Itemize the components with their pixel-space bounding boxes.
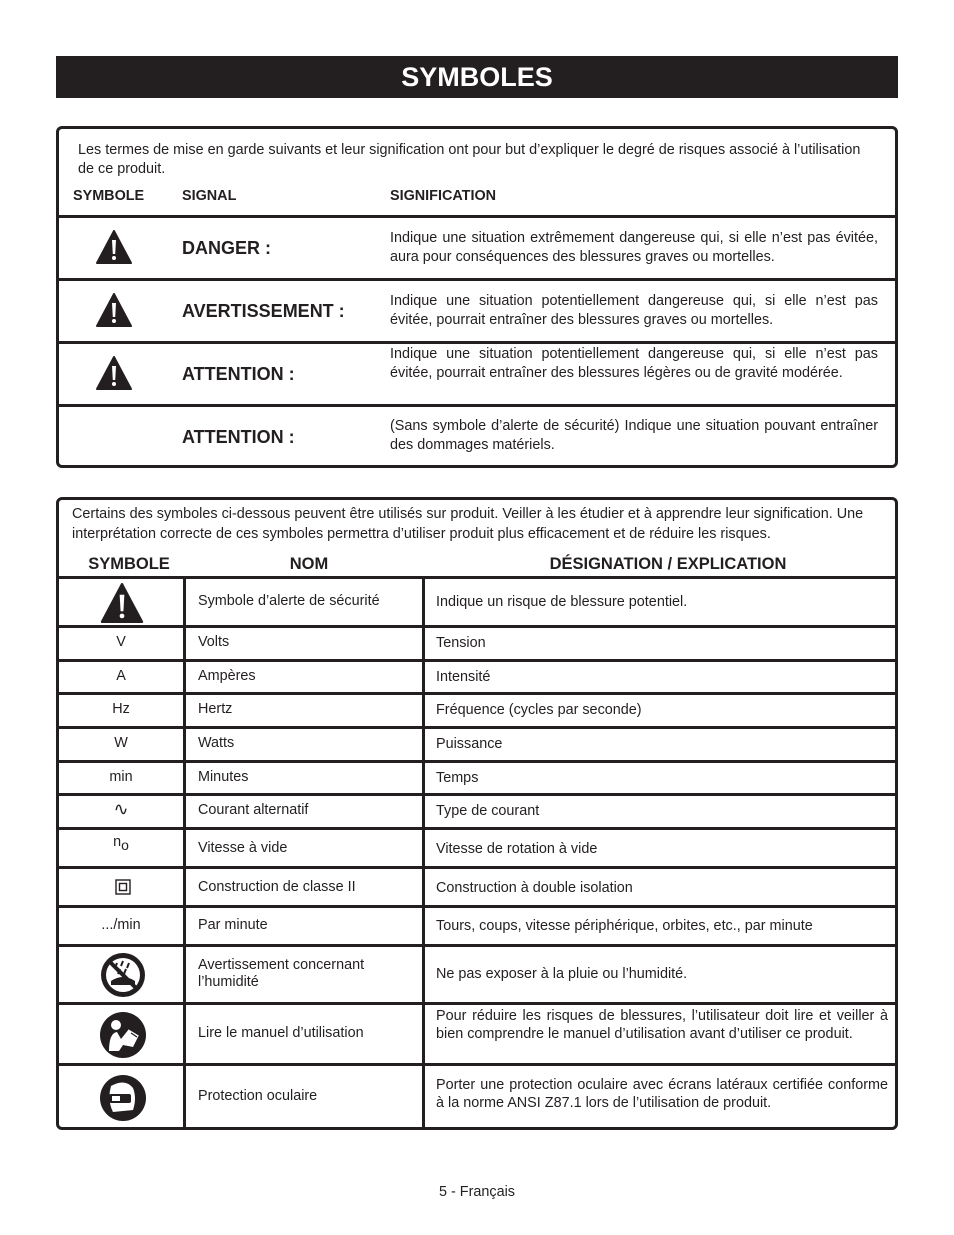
page-title: SYMBOLES [56, 56, 898, 98]
symbol-designation: Pour réduire les risques de blessures, l’utilisateur doit lire et veiller à bien comprendre le manuel d’utilisation avant d’utiliser ce produit. [436, 1008, 888, 1042]
symbol-designation: Intensité [436, 669, 491, 685]
table-row [59, 1002, 895, 1063]
signal-row-danger [59, 215, 895, 278]
signal-intro: Les termes de mise en garde suivants et leur signification ont pour but d’expliquer le degré de risques associé à l’utilisation de ce produit. [78, 142, 861, 177]
table-row [59, 726, 895, 760]
warning-triangle-icon [100, 583, 144, 623]
signal-meaning: Indique une situation potentiellement dangereuse qui, si elle n’est pas évitée, pourrait entraîner des blessures légères ou de gravité modérée. [390, 346, 878, 381]
symbol-designation: Puissance [436, 736, 503, 752]
table-row [59, 576, 895, 626]
table-row [59, 659, 895, 693]
symbol-text: Hz [112, 701, 130, 717]
symbols-table-box [56, 497, 898, 1130]
symbol-name: Hertz [198, 701, 233, 717]
signal-meaning: Indique une situation extrêmement dangereuse qui, si elle n’est pas évitée, aura pour conséquences des blessures graves ou mortelles. [390, 230, 878, 265]
signal-row-attention-no-symbol [59, 404, 895, 468]
symbol-name: Avertissement concernant l’humidité [198, 957, 365, 990]
symbols-intro: Certains des symboles ci-dessous peuvent être utilisés sur produit. Veiller à les étudier et à apprendre leur signification. Une interprétation correcte de ces symboles permettra d’utiliser produit plus efficacement et de réduire les risques. [72, 506, 864, 542]
table-row [59, 793, 895, 827]
no-rain-icon [99, 951, 147, 999]
warning-triangle-icon [96, 356, 132, 390]
symbol-name: Minutes [198, 769, 249, 785]
symbol-designation: Construction à double isolation [436, 880, 633, 896]
signal-meaning: Indique une situation potentiellement dangereuse qui, si elle n’est pas évitée, pourrait entraîner des blessures graves ou mortelles. [390, 293, 878, 328]
symbol-name: Construction de classe II [198, 879, 356, 895]
signal-meaning: (Sans symbole d’alerte de sécurité) Indique une situation pouvant entraîner des dommages matériels. [390, 418, 878, 453]
symbol-text: W [114, 735, 128, 751]
symbol-name: Protection oculaire [198, 1088, 318, 1104]
class-ii-square-icon [115, 879, 131, 895]
table-row [59, 944, 895, 1002]
signal-words-box [56, 126, 898, 468]
table-row [59, 866, 895, 905]
read-manual-icon [99, 1011, 147, 1059]
symbol-designation: Indique un risque de blessure potentiel. [436, 594, 688, 610]
alternating-current-icon: ∿ [113, 799, 129, 819]
symbol-designation: Tours, coups, vitesse périphérique, orbites, etc., par minute [436, 918, 813, 934]
table-row [59, 905, 895, 944]
symbol-text: A [116, 668, 126, 684]
signal-label: AVERTISSEMENT : [182, 301, 345, 321]
header-signal: SIGNAL [182, 188, 237, 204]
symbol-text: n [113, 834, 122, 850]
header-designation: DÉSIGNATION / EXPLICATION [549, 555, 787, 573]
symbol-name: Courant alternatif [198, 802, 309, 818]
symbol-name: Symbole d’alerte de sécurité [198, 593, 380, 609]
table-row [59, 760, 895, 794]
symbol-designation: Temps [436, 770, 479, 786]
page-footer: 5 - Français [439, 1184, 515, 1200]
table-row [59, 827, 895, 866]
header-symbole: SYMBOLE [88, 555, 170, 573]
header-symbole: SYMBOLE [73, 188, 145, 204]
symbol-designation: Tension [436, 635, 486, 651]
signal-row-attention [59, 341, 895, 404]
table-row [59, 625, 895, 659]
symbol-name: Par minute [198, 917, 268, 933]
symbol-subscript: o [121, 836, 129, 853]
symbol-designation: Fréquence (cycles par seconde) [436, 702, 642, 718]
header-signification: SIGNIFICATION [390, 188, 497, 204]
signal-row-avertissement [59, 278, 895, 341]
signal-label: ATTENTION : [182, 364, 295, 384]
warning-triangle-icon [96, 230, 132, 264]
header-nom: NOM [289, 555, 329, 573]
signal-label: ATTENTION : [182, 427, 295, 447]
warning-triangle-icon [96, 293, 132, 327]
symbol-designation: Vitesse de rotation à vide [436, 841, 598, 857]
symbol-name: Volts [198, 634, 230, 650]
table-row [59, 1063, 895, 1130]
symbol-name: Lire le manuel d’utilisation [198, 1025, 364, 1041]
symbol-name: Vitesse à vide [198, 840, 288, 856]
symbol-name: Watts [198, 735, 235, 751]
symbol-text: min [109, 769, 133, 785]
symbol-name: Ampères [198, 668, 256, 684]
symbol-text: V [116, 634, 126, 650]
signal-label: DANGER : [182, 238, 271, 258]
no-load-speed-symbol [59, 834, 183, 853]
table-row [59, 692, 895, 726]
symbol-designation: Type de courant [436, 803, 540, 819]
symbol-designation: Porter une protection oculaire avec écrans latéraux certifiée conforme à la norme ANSI Z87.1 lors de l’utilisation de produit. [436, 1077, 888, 1111]
eye-protection-icon [99, 1074, 147, 1122]
symbol-designation: Ne pas exposer à la pluie ou l’humidité. [436, 966, 688, 982]
symbol-text: .../min [101, 917, 141, 933]
